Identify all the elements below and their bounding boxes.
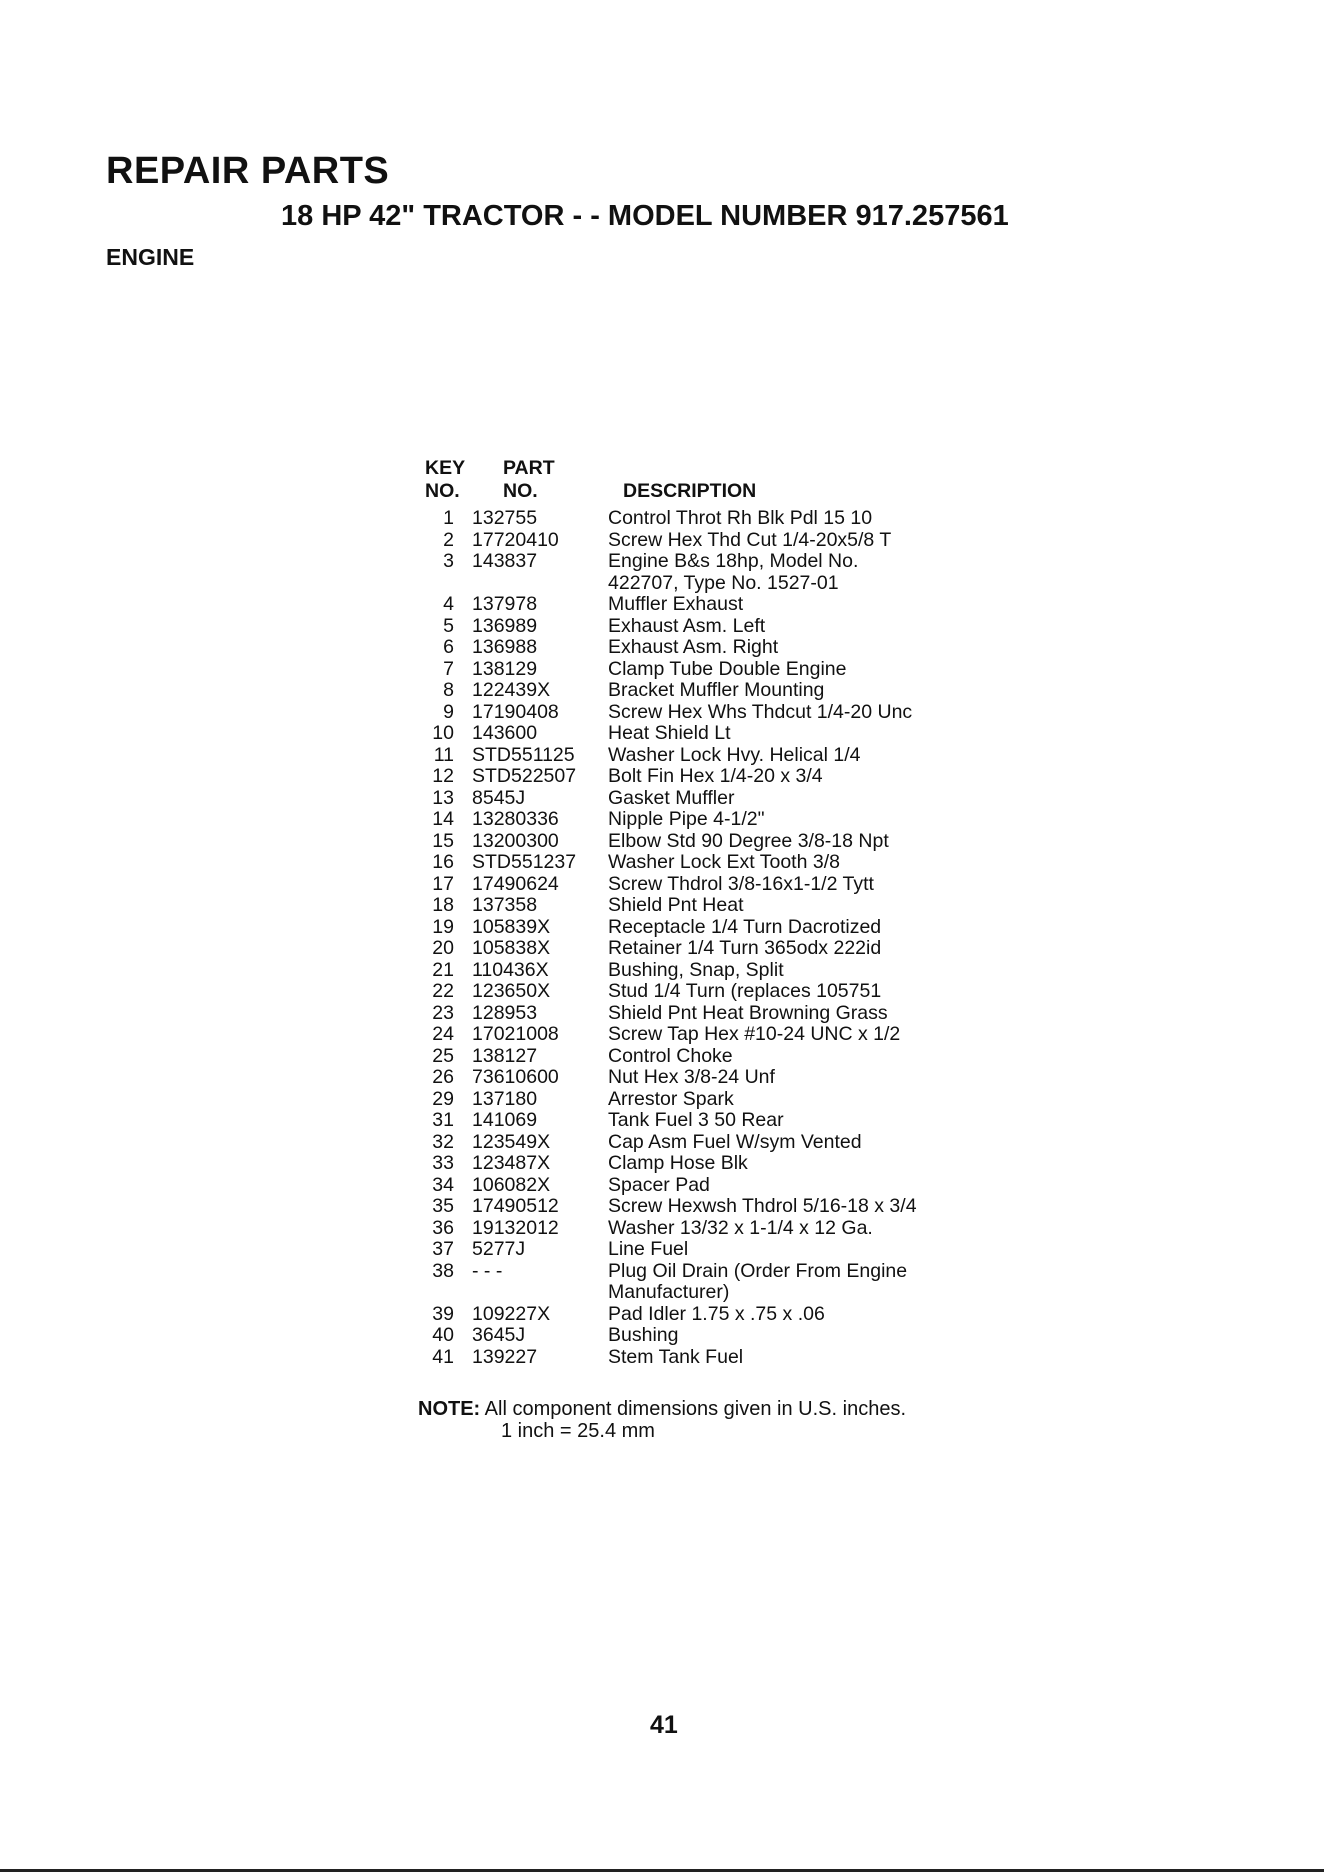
description-cell: Receptacle 1/4 Turn Dacrotized xyxy=(608,915,882,938)
description-cell: Clamp Hose Blk xyxy=(608,1152,748,1174)
model-subtitle: 18 HP 42" TRACTOR - - MODEL NUMBER 917.257561 xyxy=(281,200,1009,232)
description-cell: Shield Pnt Heat xyxy=(608,894,744,916)
key-cell: 12 xyxy=(432,765,454,787)
description-cell: Control Throt Rh Blk Pdl 15 10 xyxy=(608,507,873,529)
key-cell: 40 xyxy=(432,1324,454,1346)
table-row xyxy=(420,1024,980,1046)
key-header-top: KEY xyxy=(425,457,466,479)
key-cell: 41 xyxy=(432,1345,454,1368)
description-cell: Nipple Pipe 4-1/2" xyxy=(608,808,765,830)
description-header: DESCRIPTION xyxy=(623,480,757,502)
table-row xyxy=(420,659,980,681)
key-cell: 9 xyxy=(443,700,454,723)
table-row xyxy=(420,508,980,530)
part-number-cell: 136989 xyxy=(472,614,538,637)
part-number-cell: 138129 xyxy=(472,657,538,680)
key-cell: 1 xyxy=(443,507,454,529)
part-number-cell: 17720410 xyxy=(472,528,559,551)
table-row xyxy=(420,1110,980,1132)
key-cell: 24 xyxy=(432,1023,454,1045)
key-cell: 33 xyxy=(432,1152,454,1174)
table-row xyxy=(420,960,980,982)
note-line1: All component dimensions given in U.S. inches. xyxy=(484,1398,906,1420)
table-row xyxy=(420,831,980,853)
key-cell: 4 xyxy=(443,593,454,615)
part-number-cell: 122439X xyxy=(472,679,551,701)
key-cell: 17 xyxy=(432,872,454,895)
key-cell: 11 xyxy=(433,743,454,766)
table-row xyxy=(420,938,980,960)
key-cell: 20 xyxy=(432,937,454,959)
table-row xyxy=(420,1175,980,1197)
table-row xyxy=(420,594,980,616)
key-cell: 16 xyxy=(432,851,454,873)
part-number-cell: 137358 xyxy=(472,894,538,916)
table-row xyxy=(420,1067,980,1089)
description-cell: Heat Shield Lt xyxy=(608,722,731,744)
page-title: REPAIR PARTS xyxy=(106,150,390,192)
part-number-cell: 110436X xyxy=(472,958,549,981)
table-row xyxy=(420,1132,980,1154)
description-cell: Control Choke xyxy=(608,1044,733,1067)
description-cell: Screw Tap Hex #10-24 UNC x 1/2 xyxy=(608,1023,901,1045)
note-line2: 1 inch = 25.4 mm xyxy=(501,1420,655,1442)
part-number-cell: 105839X xyxy=(472,915,551,938)
note-label: NOTE: xyxy=(418,1398,481,1420)
part-number-cell: 123549X xyxy=(472,1130,551,1153)
table-row xyxy=(420,895,980,917)
part-number-cell: 8545J xyxy=(472,786,526,809)
part-number-cell: 109227X xyxy=(472,1302,551,1325)
description-cell: Pad Idler 1.75 x .75 x .06 xyxy=(608,1302,825,1325)
part-number-cell: 3645J xyxy=(472,1324,526,1346)
table-row xyxy=(420,745,980,767)
description-cell: Stem Tank Fuel xyxy=(608,1345,744,1368)
description-cell: Muffler Exhaust xyxy=(608,593,744,615)
part-number-cell: 17021008 xyxy=(472,1023,559,1045)
part-number-cell: 141069 xyxy=(472,1109,538,1131)
key-cell: 5 xyxy=(443,614,454,637)
key-cell: 22 xyxy=(432,980,454,1002)
table-row xyxy=(420,917,980,939)
key-header-bottom: NO. xyxy=(425,480,460,502)
part-number-cell: 143837 xyxy=(472,550,538,572)
table-row xyxy=(420,1218,980,1240)
part-number-cell: 136988 xyxy=(472,636,538,658)
page-number: 41 xyxy=(650,1711,678,1739)
table-row xyxy=(420,1003,980,1025)
key-cell: 26 xyxy=(432,1066,454,1088)
description-cell: Screw Hexwsh Thdrol 5/16-18 x 3/4 xyxy=(608,1195,917,1217)
description-cell: Spacer Pad xyxy=(608,1173,710,1196)
part-number-cell: 17490512 xyxy=(472,1195,559,1217)
description-cell: Cap Asm Fuel W/sym Vented xyxy=(608,1130,862,1153)
table-header xyxy=(420,456,980,508)
table-row xyxy=(420,788,980,810)
description-cell: Gasket Muffler xyxy=(608,786,735,809)
table-row xyxy=(420,723,980,745)
table-row xyxy=(420,1325,980,1347)
description-cell: Washer Lock Ext Tooth 3/8 xyxy=(608,851,840,873)
table-row xyxy=(420,1046,980,1068)
description-cell: Stud 1/4 Turn (replaces 105751 xyxy=(608,980,882,1002)
table-row xyxy=(420,1304,980,1326)
description-cell: Screw Hex Thd Cut 1/4-20x5/8 T xyxy=(608,528,892,551)
description-cell: Engine B&s 18hp, Model No. 422707, Type No. 1527-01 xyxy=(608,550,859,594)
key-cell: 35 xyxy=(432,1195,454,1217)
description-cell: Exhaust Asm. Right xyxy=(608,636,779,658)
description-cell: Elbow Std 90 Degree 3/8-18 Npt xyxy=(608,829,889,852)
key-cell: 21 xyxy=(432,958,454,981)
table-row xyxy=(420,680,980,702)
part-number-cell: 128953 xyxy=(472,1001,538,1024)
part-header-bottom: NO. xyxy=(503,480,538,502)
key-cell: 7 xyxy=(443,657,454,680)
key-cell: 36 xyxy=(432,1216,454,1239)
part-number-cell: STD522507 xyxy=(472,765,577,787)
table-row xyxy=(420,1261,980,1304)
part-number-cell: 5277J xyxy=(472,1238,526,1260)
part-number-cell: 17490624 xyxy=(472,872,559,895)
table-row xyxy=(420,1196,980,1218)
part-number-cell: 106082X xyxy=(472,1173,551,1196)
table-row xyxy=(420,981,980,1003)
section-heading: ENGINE xyxy=(106,244,195,270)
description-cell: Bushing xyxy=(608,1324,679,1346)
parts-table xyxy=(420,456,980,1368)
key-cell: 25 xyxy=(432,1044,454,1067)
description-cell: Bolt Fin Hex 1/4-20 x 3/4 xyxy=(608,765,823,787)
part-number-cell: 137978 xyxy=(472,593,538,615)
table-row xyxy=(420,1347,980,1369)
part-number-cell: 73610600 xyxy=(472,1066,559,1088)
table-row xyxy=(420,637,980,659)
table-row xyxy=(420,551,980,594)
part-number-cell: 123487X xyxy=(472,1152,551,1174)
part-number-cell: 13280336 xyxy=(472,808,559,830)
part-number-cell: 132755 xyxy=(472,507,538,529)
description-cell: Shield Pnt Heat Browning Grass xyxy=(608,1001,888,1024)
table-row xyxy=(420,1153,980,1175)
part-number-cell: STD551237 xyxy=(472,851,577,873)
key-cell: 3 xyxy=(443,550,454,572)
description-cell: Bracket Muffler Mounting xyxy=(608,679,825,701)
table-row xyxy=(420,852,980,874)
table-row xyxy=(420,702,980,724)
part-number-cell: 123650X xyxy=(472,980,551,1002)
part-number-cell: - - - xyxy=(472,1259,503,1282)
key-cell: 18 xyxy=(432,894,454,916)
part-number-cell: 19132012 xyxy=(472,1216,559,1239)
table-row xyxy=(420,874,980,896)
table-body xyxy=(420,508,980,1368)
key-cell: 19 xyxy=(432,915,454,938)
part-number-cell: 138127 xyxy=(472,1044,538,1067)
key-cell: 39 xyxy=(432,1302,454,1325)
key-cell: 8 xyxy=(443,679,454,701)
key-cell: 13 xyxy=(432,786,454,809)
key-cell: 23 xyxy=(432,1001,454,1024)
key-cell: 2 xyxy=(443,528,454,551)
key-cell: 6 xyxy=(443,636,454,658)
key-cell: 32 xyxy=(432,1130,454,1153)
key-cell: 10 xyxy=(432,722,454,744)
part-number-cell: STD551125 xyxy=(472,743,575,766)
description-cell: Retainer 1/4 Turn 365odx 222id xyxy=(608,937,882,959)
description-cell: Plug Oil Drain (Order From Engine Manufacturer) xyxy=(608,1259,908,1303)
description-cell: Exhaust Asm. Left xyxy=(608,614,766,637)
description-cell: Screw Hex Whs Thdcut 1/4-20 Unc xyxy=(608,700,913,723)
dimension-note xyxy=(418,1398,906,1442)
description-cell: Bushing, Snap, Split xyxy=(608,958,784,981)
table-row xyxy=(420,530,980,552)
description-cell: Line Fuel xyxy=(608,1238,689,1260)
description-cell: Arrestor Spark xyxy=(608,1087,734,1110)
part-number-cell: 17190408 xyxy=(472,700,559,723)
part-number-cell: 143600 xyxy=(472,722,538,744)
description-cell: Nut Hex 3/8-24 Unf xyxy=(608,1066,775,1088)
description-cell: Clamp Tube Double Engine xyxy=(608,657,847,680)
table-row xyxy=(420,766,980,788)
part-number-cell: 105838X xyxy=(472,937,551,959)
part-header-top: PART xyxy=(503,457,555,479)
key-cell: 29 xyxy=(432,1087,454,1110)
description-cell: Washer Lock Hvy. Helical 1/4 xyxy=(608,743,861,766)
table-row xyxy=(420,1239,980,1261)
table-row xyxy=(420,616,980,638)
key-cell: 15 xyxy=(432,829,454,852)
part-number-cell: 139227 xyxy=(472,1345,538,1368)
part-number-cell: 13200300 xyxy=(472,829,559,852)
key-cell: 31 xyxy=(432,1109,454,1131)
description-cell: Washer 13/32 x 1-1/4 x 12 Ga. xyxy=(608,1216,873,1239)
key-cell: 34 xyxy=(432,1173,454,1196)
part-number-cell: 137180 xyxy=(472,1087,538,1110)
key-cell: 14 xyxy=(432,808,454,830)
description-cell: Screw Thdrol 3/8-16x1-1/2 Tytt xyxy=(608,872,874,895)
description-cell: Tank Fuel 3 50 Rear xyxy=(608,1109,784,1131)
table-row xyxy=(420,1089,980,1111)
key-cell: 37 xyxy=(432,1238,454,1260)
key-cell: 38 xyxy=(432,1259,454,1282)
table-row xyxy=(420,809,980,831)
